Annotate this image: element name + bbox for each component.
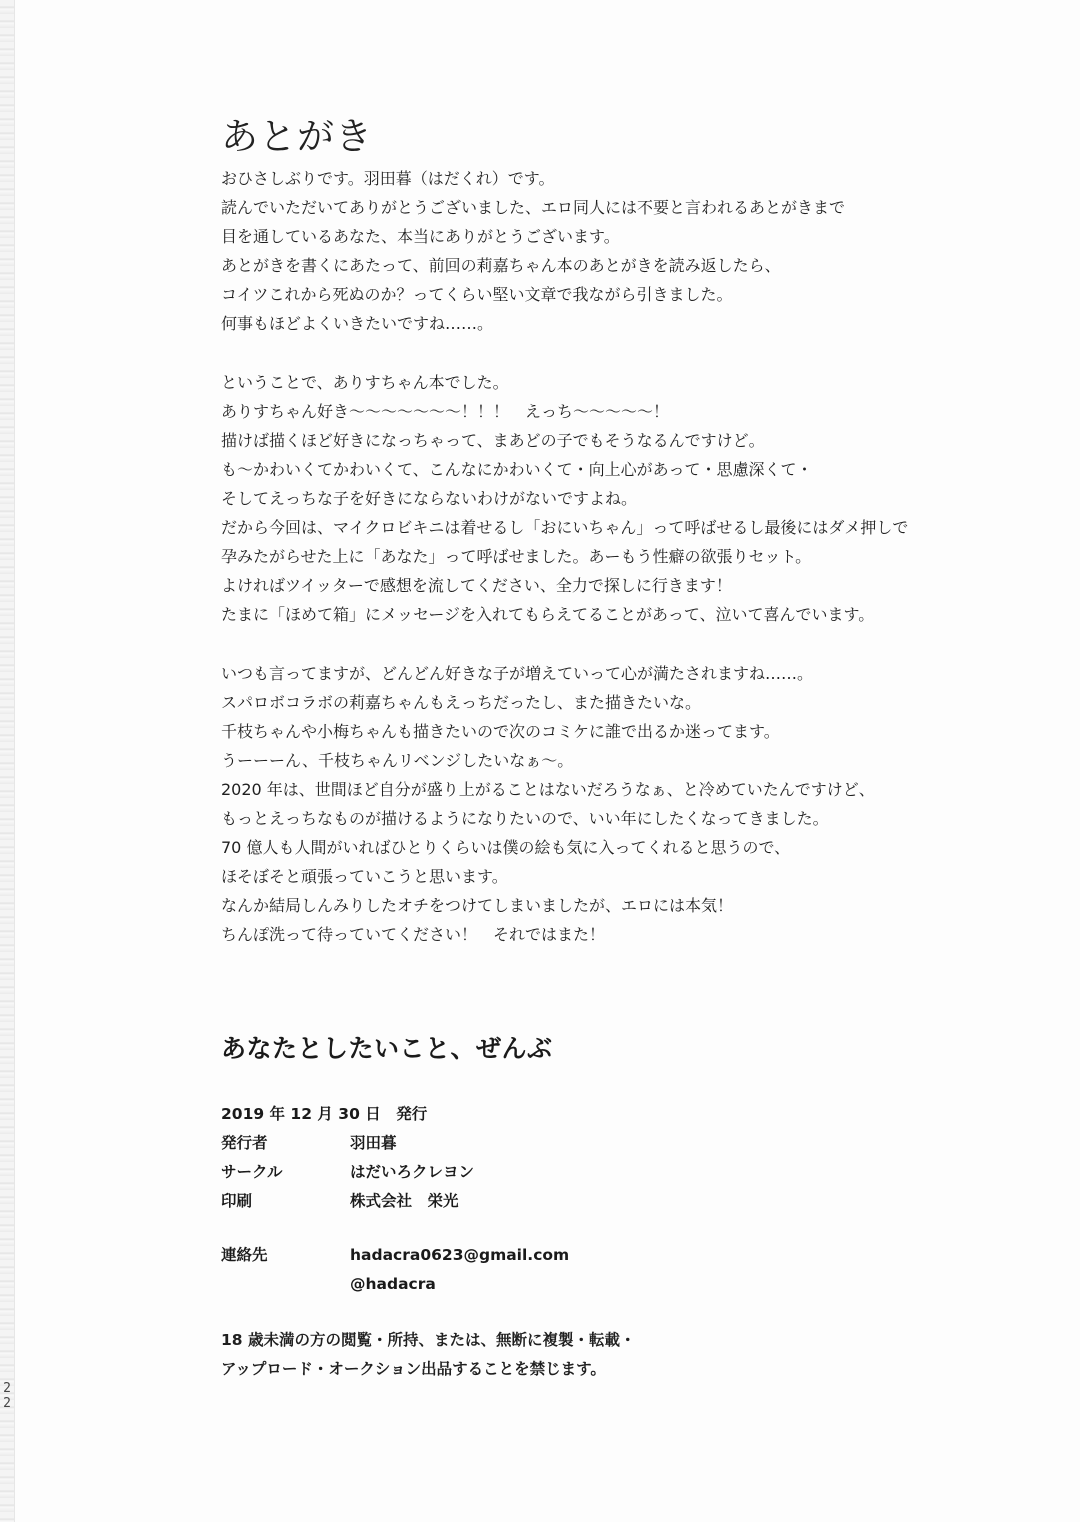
body-line: そしてえっちな子を好きにならないわけがないですよね。 bbox=[221, 489, 638, 508]
body-line: おひさしぶりです。羽田暮（はだくれ）です。 bbox=[221, 169, 555, 188]
body-line: いつも言ってますが、どんどん好きな子が増えていって心が満たされますね……。 bbox=[221, 664, 814, 683]
colophon-row-publisher bbox=[221, 1129, 921, 1158]
body-line: ありすちゃん好き〜〜〜〜〜〜〜！！！ えっち〜〜〜〜〜！ bbox=[221, 402, 670, 421]
colophon bbox=[221, 1100, 921, 1216]
body-line: 70 億人も人間がいればひとりくらいは僕の絵も気に入ってくれると思うので、 bbox=[221, 838, 791, 857]
binding-edge bbox=[0, 0, 15, 1522]
body-line: あとがきを書くにあたって、前回の莉嘉ちゃん本のあとがきを読み返したら、 bbox=[221, 256, 781, 275]
colophon-value: 株式会社 栄光 bbox=[350, 1192, 459, 1210]
body-line: ほそぼそと頑張っていこうと思います。 bbox=[221, 867, 508, 886]
body-line: 目を通しているあなた、本当にありがとうございます。 bbox=[221, 227, 620, 246]
paragraph-2 bbox=[221, 368, 981, 629]
contact-handle: @hadacra bbox=[350, 1275, 436, 1293]
contact-block bbox=[221, 1241, 921, 1299]
body-line: 描けば描くほど好きになっちゃって、まあどの子でもそうなるんですけど。 bbox=[221, 431, 765, 450]
publication-date: 2019 年 12 月 30 日 発行 bbox=[221, 1105, 428, 1123]
notice-line: 18 歳未満の方の閲覧・所持、または、無断に複製・転載・ bbox=[221, 1331, 636, 1349]
body-line: たまに「ほめて箱」にメッセージを入れてもらえてることがあって、泣いて喜んでいます。 bbox=[221, 605, 875, 624]
body-line: も〜かわいくてかわいくて、こんなにかわいくて・向上心があって・思慮深くて・ bbox=[221, 460, 813, 479]
page-number bbox=[1, 1381, 13, 1411]
body-line: だから今回は、マイクロビキニは着せるし「おにいちゃん」って呼ばせるし最後にはダメ押しで bbox=[221, 518, 909, 537]
colophon-row-printer bbox=[221, 1187, 921, 1216]
page-number-digit: 2 bbox=[3, 1381, 11, 1396]
body-line: よければツイッターで感想を流してください、全力で探しに行きます！ bbox=[221, 576, 732, 595]
body-line: 読んでいただいてありがとうございました、エロ同人には不要と言われるあとがきまで bbox=[221, 198, 846, 217]
notice-line: アップロード・オークション出品することを禁じます。 bbox=[221, 1360, 606, 1378]
paragraph-1 bbox=[221, 164, 981, 338]
afterword-body bbox=[221, 164, 981, 979]
colophon-label: 印刷 bbox=[221, 1192, 253, 1210]
colophon-value: はだいろクレヨン bbox=[350, 1163, 475, 1181]
body-line: コイツこれから死ぬのか？ってくらい堅い文章で我ながら引きました。 bbox=[221, 285, 733, 304]
colophon-label: サークル bbox=[221, 1163, 283, 1181]
body-line: もっとえっちなものが描けるようになりたいので、いい年にしたくなってきました。 bbox=[221, 809, 829, 828]
contact-row-email bbox=[221, 1241, 921, 1270]
contact-row-handle bbox=[221, 1270, 921, 1299]
body-line: うーーーん、千枝ちゃんリベンジしたいなぁ〜。 bbox=[221, 751, 574, 770]
body-line: スパロボコラボの莉嘉ちゃんもえっちだったし、また描きたいな。 bbox=[221, 693, 702, 712]
body-line: 2020 年は、世間ほど自分が盛り上がることはないだろうなぁ、と冷めていたんですけど、 bbox=[221, 780, 875, 799]
body-line: ちんぽ洗って待っていてください！ それではまた！ bbox=[221, 925, 606, 944]
colophon-row-circle bbox=[221, 1158, 921, 1187]
paragraph-3 bbox=[221, 659, 981, 949]
contact-email: hadacra0623@gmail.com bbox=[350, 1246, 570, 1264]
afterword-title: あとがき bbox=[221, 115, 373, 158]
body-line: ということで、ありすちゃん本でした。 bbox=[221, 373, 509, 392]
contact-label: 連絡先 bbox=[221, 1246, 268, 1264]
body-line: 孕みたがらせた上に「あなた」って呼ばせました。あーもう性癖の欲張りセット。 bbox=[221, 547, 812, 566]
book-title: あなたとしたいこと、ぜんぶ bbox=[221, 1034, 553, 1063]
body-line: 何事もほどよくいきたいですね……。 bbox=[221, 314, 494, 333]
colophon-label: 発行者 bbox=[221, 1134, 268, 1152]
page-number-digit: 2 bbox=[3, 1396, 11, 1411]
age-restriction-notice bbox=[221, 1326, 981, 1384]
body-line: なんか結局しんみりしたオチをつけてしまいましたが、エロには本気！ bbox=[221, 896, 734, 915]
body-line: 千枝ちゃんや小梅ちゃんも描きたいので次のコミケに誰で出るか迷ってます。 bbox=[221, 722, 780, 741]
colophon-value: 羽田暮 bbox=[350, 1134, 397, 1152]
